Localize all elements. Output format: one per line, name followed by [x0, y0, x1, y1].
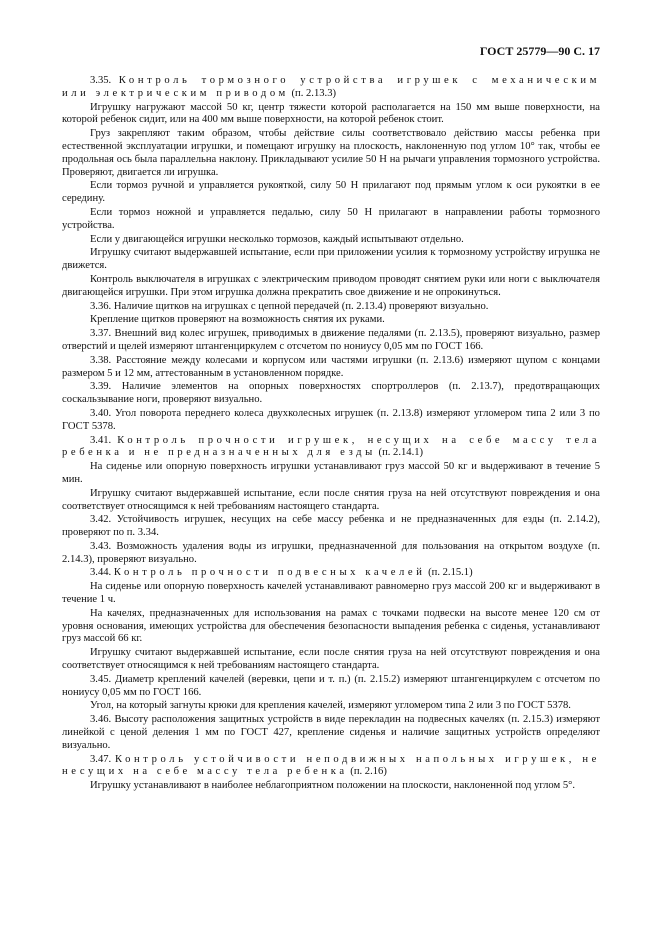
- paragraph: [62, 754, 600, 780]
- paragraph-text: Игрушку считают выдержавшей испытание, если после снятия груза на ней отсутствуют повреждения и она соответствует относящимся к ней требованиям настоящего стандарта.: [62, 647, 600, 672]
- clause-number: 3.35.: [90, 75, 112, 86]
- paragraph-text: На качелях, предназначенных для использования на рамах с точками подвески на высоте менее 120 см от уровня основания, имеющих устройства для обеспечения безопасности выпадения ребенка с сиденья, устанавливают груз массой 66 кг.: [62, 607, 600, 645]
- clause-number: 3.45.: [90, 673, 112, 685]
- paragraph: [62, 567, 600, 580]
- clause-heading: Контроль прочности игрушек, несущих на себе массу тела ребенка и не предназначенных для езды: [62, 434, 600, 459]
- paragraph-text: Игрушку нагружают массой 50 кг, центр тяжести которой располагается на 150 мм выше поверхности, на которой ребенок сидит, или на 400 мм выше поверхности, на которой ребенок стоит.: [62, 101, 600, 126]
- paragraph-text: Если у двигающейся игрушки несколько тормозов, каждый испытывают отдельно.: [90, 233, 464, 245]
- paragraph-text: На сиденье или опорную поверхность игрушки устанавливают груз массой 50 кг и выдерживают в течение 5 мин.: [62, 461, 600, 485]
- paragraph: [62, 608, 600, 646]
- paragraph-text: Если тормоз ножной и управляется педалью, силу 50 Н прилагают в направлении работы тормозного устройства.: [62, 206, 600, 231]
- paragraph-text: Угол поворота переднего колеса двухколесных игрушек (п. 2.13.8) измеряют угломером типа 2 или 3 по ГОСТ 5378.: [62, 407, 600, 432]
- paragraph: [62, 247, 600, 273]
- page-header: ГОСТ 25779—90 С. 17: [479, 44, 600, 58]
- document-body: [62, 75, 600, 793]
- paragraph: [62, 180, 600, 206]
- clause-number: 3.41.: [90, 434, 112, 446]
- paragraph: [62, 301, 600, 314]
- clause-heading: Контроль прочности подвесных качелей: [113, 567, 426, 579]
- clause-number: 3.39.: [90, 381, 112, 393]
- paragraph: [62, 647, 600, 673]
- paragraph: [62, 128, 600, 179]
- paragraph-text: (п. 2.14.1): [378, 447, 424, 459]
- paragraph: [62, 581, 600, 607]
- paragraph-text: Если тормоз ручной и управляется рукояткой, силу 50 Н прилагают под прямым углом к оси рукоятки в ее середину.: [62, 180, 600, 205]
- paragraph-text: Расстояние между колесами и корпусом или частями игрушки (п. 2.13.6) измеряют щупом с концами размером 5 и 12 мм, аттестованным в установленном порядке.: [62, 354, 600, 379]
- paragraph: [62, 714, 600, 752]
- paragraph: [62, 488, 600, 514]
- paragraph-text: На сиденье или опорную поверхность качелей устанавливают равномерно груз массой 200 кг и выдерживают в течение 1 ч.: [62, 581, 600, 606]
- clause-heading: Контроль тормозного устройства игрушек с механическим или электрическим приводом: [62, 75, 600, 99]
- paragraph-text: Игрушку считают выдержавшей испытание, если после снятия груза на ней отсутствуют повреждения и она соответствует относящимся к ней требованиям настоящего стандарта.: [62, 487, 600, 512]
- paragraph: [62, 274, 600, 300]
- paragraph: [62, 408, 600, 434]
- paragraph-text: Крепление щитков проверяют на возможность снятия их руками.: [90, 314, 385, 326]
- paragraph-text: Игрушку устанавливают в наиболее неблагоприятном положении на плоскости, наклоненной под углом 5°.: [90, 780, 576, 792]
- clause-number: 3.40.: [90, 407, 112, 419]
- document-page: [62, 44, 600, 794]
- clause-heading: Контроль устойчивости неподвижных напольных игрушек, не несущих на себе массу тела ребенка: [62, 753, 600, 778]
- paragraph: [62, 381, 600, 407]
- paragraph-text: Внешний вид колес игрушек, приводимых в движение педалями (п. 2.13.5), проверяют визуально, размер отверстий и щелей измеряют штангенциркулем с отсчетом по нониусу 0,05 мм по ГОСТ 166.: [62, 328, 600, 352]
- paragraph-text: (п. 2.16): [350, 766, 387, 778]
- paragraph: [62, 102, 600, 128]
- paragraph-text: (п. 2.13.3): [291, 87, 337, 99]
- paragraph: [62, 234, 600, 247]
- paragraph: [62, 207, 600, 233]
- paragraph: [62, 780, 600, 793]
- clause-number: 3.37.: [90, 328, 112, 340]
- clause-number: 3.44.: [90, 567, 112, 579]
- paragraph-text: Контроль выключателя в игрушках с электрическим приводом проводят снятием руки или ноги с выключателя двигающейся игрушки. При этом игрушка должна прекратить свое движение и не опрокинуться.: [62, 273, 600, 298]
- paragraph: [62, 75, 600, 101]
- paragraph-text: Диаметр креплений качелей (веревки, цепи и т. п.) (п. 2.15.2) измеряют штангенциркулем с отсчетом по нониусу 0,05 мм по ГОСТ 166.: [62, 673, 600, 698]
- paragraph-text: Наличие щитков на игрушках с цепной передачей (п. 2.13.4) проверяют визуально.: [113, 300, 489, 312]
- paragraph: [62, 314, 600, 327]
- paragraph: [62, 700, 600, 713]
- clause-number: 3.38.: [90, 354, 112, 366]
- paragraph: [62, 541, 600, 567]
- paragraph: [62, 328, 600, 354]
- paragraph-text: (п. 2.15.1): [428, 567, 473, 579]
- paragraph: [62, 461, 600, 487]
- paragraph: [62, 435, 600, 461]
- paragraph-text: Высоту расположения защитных устройств в виде перекладин на подвесных качелях (п. 2.15.3) измеряют линейкой с ценой деления 1 мм по ГОСТ 427, крепление сиденья и наличие защитных устройств определяют визуально.: [62, 714, 600, 751]
- paragraph: [62, 674, 600, 700]
- clause-number: 3.47.: [90, 753, 112, 765]
- paragraph-text: Наличие элементов на опорных поверхностях спортроллеров (п. 2.13.7), предотвращающих соскальзывание ноги, проверяют визуально.: [62, 381, 601, 406]
- paragraph-text: Угол, на который загнуты крюки для крепления качелей, измеряют угломером типа 2 или 3 по ГОСТ 5378.: [90, 700, 571, 712]
- paragraph-text: Игрушку считают выдержавшей испытание, если при приложении усилия к тормозному устройству игрушка не движется.: [62, 247, 600, 272]
- clause-number: 3.36.: [90, 300, 112, 312]
- paragraph: [62, 355, 600, 381]
- paragraph-text: Устойчивость игрушек, несущих на себе массу ребенка и не предназначенных для езды (п. 2.14.2), проверяют по п. 3.34.: [62, 514, 601, 539]
- clause-number: 3.46.: [90, 714, 112, 726]
- paragraph: [62, 514, 600, 540]
- paragraph-text: Возможность удаления воды из игрушки, предназначенной для пользования на открытом воздухе (п. 2.14.3), проверяют визуально.: [62, 540, 600, 565]
- clause-number: 3.42.: [90, 514, 112, 526]
- paragraph-text: Груз закрепляют таким образом, чтобы действие силы соответствовало действию массы ребенка при естественной эксплуатации игрушки, и помещают игрушку на плоскость, наклоненную под углом 10° так, чтобы ее продольная ось была параллельна наклону. Прикладывают усилие 50 Н на рычаги управления тормозного устройства. Проверяют, двигается ли игрушка.: [62, 128, 600, 178]
- clause-number: 3.43.: [90, 540, 112, 552]
